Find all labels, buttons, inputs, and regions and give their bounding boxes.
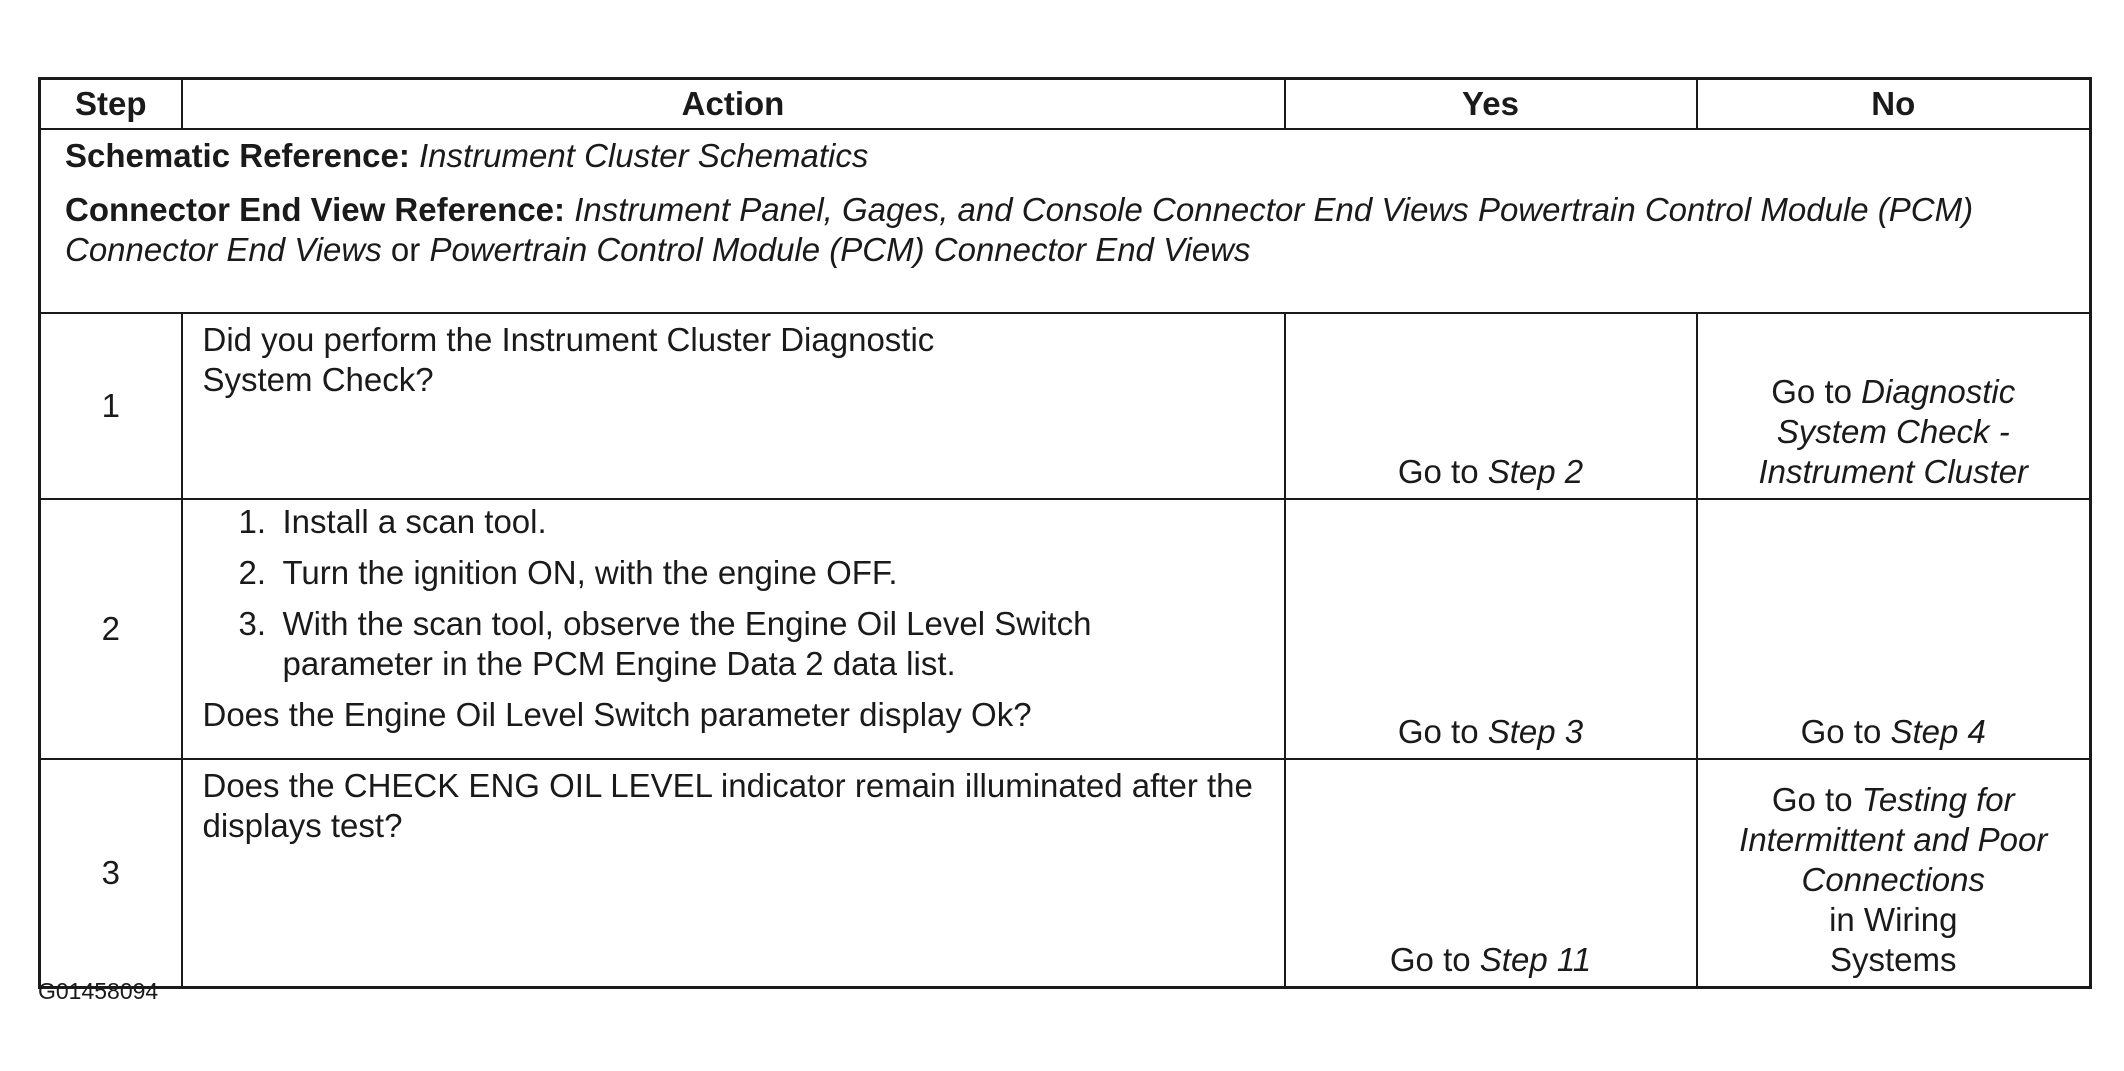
schematic-reference-label: Schematic Reference: bbox=[65, 137, 410, 174]
connector-reference-link-2[interactable]: Powertrain Control Module (PCM) Connector End Views bbox=[65, 191, 1974, 268]
yes-prefix: Go to bbox=[1397, 713, 1479, 750]
yes-link[interactable]: Step 2 bbox=[1487, 453, 1584, 490]
header-action: Action bbox=[182, 79, 1285, 130]
yes-link[interactable]: Step 3 bbox=[1487, 713, 1584, 750]
yes-cell bbox=[1285, 499, 1697, 759]
connector-reference-link-3[interactable]: Powertrain Control Module (PCM) Connector End Views bbox=[429, 231, 1251, 268]
step-number: 3 bbox=[40, 759, 182, 988]
connector-reference-label: Connector End View Reference: bbox=[65, 191, 566, 228]
table-row bbox=[40, 313, 2091, 499]
header-step: Step bbox=[40, 79, 182, 130]
no-cell bbox=[1697, 499, 2091, 759]
substep-list bbox=[203, 502, 1264, 684]
figure-id: G01458094 bbox=[38, 978, 159, 1004]
substep-number: 1. bbox=[238, 503, 267, 540]
substep-item bbox=[239, 604, 1183, 684]
no-prefix: Go to bbox=[1800, 713, 1882, 750]
action-cell bbox=[182, 759, 1285, 988]
substep-number: 3. bbox=[238, 605, 267, 642]
substep-item bbox=[239, 553, 1264, 593]
yes-cell bbox=[1285, 313, 1697, 499]
header-row bbox=[40, 79, 2091, 130]
yes-link[interactable]: Step 11 bbox=[1479, 941, 1592, 978]
no-link[interactable]: Step 4 bbox=[1890, 713, 1986, 750]
no-suffix: in Wiring Systems bbox=[1829, 901, 1958, 978]
no-prefix: Go to bbox=[1771, 781, 1853, 818]
yes-prefix: Go to bbox=[1397, 453, 1479, 490]
header-yes: Yes bbox=[1285, 79, 1697, 130]
action-question: Does the CHECK ENG OIL LEVEL indicator remain illuminated after the displays test? bbox=[202, 767, 1253, 844]
substep-number: 2. bbox=[238, 554, 267, 591]
connector-reference-or: or bbox=[390, 231, 421, 268]
diagnostic-table-container bbox=[38, 77, 2089, 989]
step-number: 1 bbox=[40, 313, 182, 499]
substep-text: Turn the ignition ON, with the engine OFF. bbox=[282, 554, 898, 591]
action-question: Did you perform the Instrument Cluster Diagnostic System Check? bbox=[202, 321, 935, 398]
no-link[interactable]: Testing for Intermittent and Poor Connections bbox=[1739, 781, 2048, 898]
connector-reference-link-1[interactable]: Instrument Panel, Gages, and Console Connector End Views bbox=[574, 191, 1469, 228]
substep-text: Install a scan tool. bbox=[282, 503, 547, 540]
table-row bbox=[40, 759, 2091, 988]
action-cell bbox=[182, 499, 1285, 759]
yes-prefix: Go to bbox=[1389, 941, 1471, 978]
action-question: Does the Engine Oil Level Switch parameter display Ok? bbox=[202, 696, 1032, 733]
no-cell bbox=[1697, 759, 2091, 988]
substep-text: With the scan tool, observe the Engine Oil Level Switch parameter in the PCM Engine Data 2 data list. bbox=[282, 605, 1092, 682]
action-cell bbox=[182, 313, 1285, 499]
step-number: 2 bbox=[40, 499, 182, 759]
no-link[interactable]: Diagnostic System Check - Instrument Cluster bbox=[1758, 373, 2029, 490]
no-prefix: Go to bbox=[1771, 373, 1852, 410]
connector-reference bbox=[65, 190, 2065, 270]
schematic-reference-link[interactable]: Instrument Cluster Schematics bbox=[419, 137, 869, 174]
yes-cell bbox=[1285, 759, 1697, 988]
no-cell bbox=[1697, 313, 2091, 499]
reference-cell bbox=[40, 129, 2091, 313]
reference-row bbox=[40, 129, 2091, 313]
diagnostic-table bbox=[38, 77, 2092, 989]
header-no: No bbox=[1697, 79, 2091, 130]
table-row bbox=[40, 499, 2091, 759]
substep-item bbox=[239, 502, 1264, 542]
schematic-reference bbox=[65, 136, 2065, 176]
